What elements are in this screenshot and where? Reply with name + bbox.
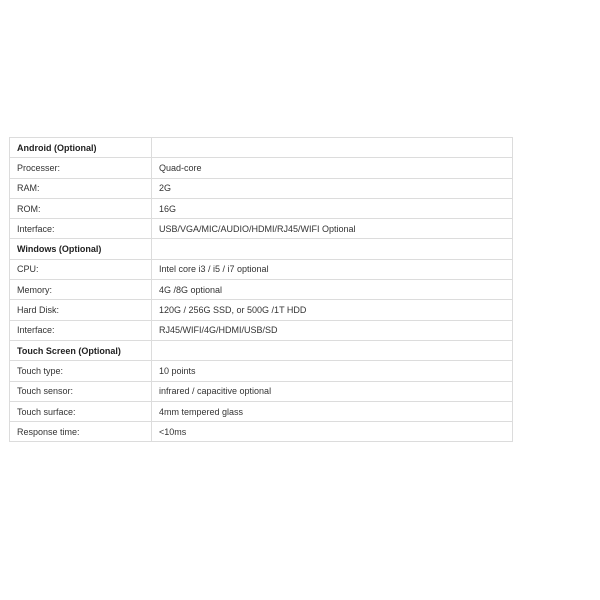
table-row (10, 280, 513, 300)
spec-value: 4G /8G optional (152, 280, 513, 300)
table-row (10, 219, 513, 239)
spec-value: Quad-core (152, 158, 513, 178)
table-row (10, 320, 513, 340)
table-row (10, 259, 513, 279)
section-title: Android (Optional) (10, 138, 152, 158)
table-row (10, 198, 513, 218)
section-empty-cell (152, 340, 513, 360)
table-row (10, 178, 513, 198)
spec-label: Memory: (10, 280, 152, 300)
spec-label: Processer: (10, 158, 152, 178)
spec-value: Intel core i3 / i5 / i7 optional (152, 259, 513, 279)
table-row (10, 300, 513, 320)
spec-value: 4mm tempered glass (152, 401, 513, 421)
spec-value: 10 points (152, 361, 513, 381)
table-row (10, 401, 513, 421)
spec-label: Touch sensor: (10, 381, 152, 401)
spec-label: Interface: (10, 219, 152, 239)
table-row (10, 381, 513, 401)
section-empty-cell (152, 138, 513, 158)
spec-value: USB/VGA/MIC/AUDIO/HDMI/RJ45/WIFI Optional (152, 219, 513, 239)
section-header-touch-screen (10, 340, 513, 360)
section-empty-cell (152, 239, 513, 259)
table-row (10, 361, 513, 381)
table-row (10, 422, 513, 442)
spec-label: CPU: (10, 259, 152, 279)
section-header-windows (10, 239, 513, 259)
spec-label: RAM: (10, 178, 152, 198)
section-title: Touch Screen (Optional) (10, 340, 152, 360)
spec-value: 16G (152, 198, 513, 218)
spec-value: infrared / capacitive optional (152, 381, 513, 401)
spec-table (9, 137, 513, 442)
spec-value: 2G (152, 178, 513, 198)
section-header-android (10, 138, 513, 158)
spec-label: ROM: (10, 198, 152, 218)
spec-label: Touch type: (10, 361, 152, 381)
spec-value: RJ45/WIFI/4G/HDMI/USB/SD (152, 320, 513, 340)
spec-label: Touch surface: (10, 401, 152, 421)
spec-label: Response time: (10, 422, 152, 442)
spec-label: Interface: (10, 320, 152, 340)
spec-value: <10ms (152, 422, 513, 442)
spec-label: Hard Disk: (10, 300, 152, 320)
spec-value: 120G / 256G SSD, or 500G /1T HDD (152, 300, 513, 320)
table-row (10, 158, 513, 178)
section-title: Windows (Optional) (10, 239, 152, 259)
